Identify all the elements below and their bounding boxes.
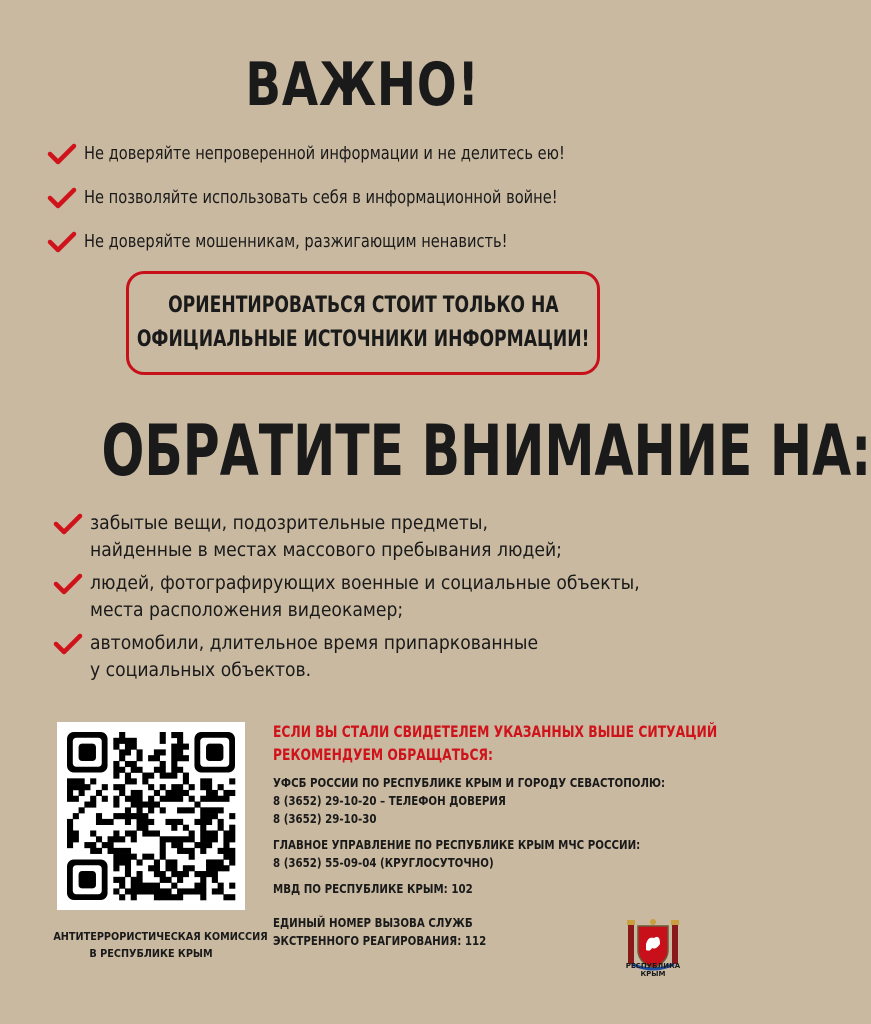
- contacts-heading: РЕКОМЕНДУЕМ ОБРАЩАТЬСЯ:: [273, 745, 493, 764]
- contacts-heading: ЕСЛИ ВЫ СТАЛИ СВИДЕТЕЛЕМ УКАЗАННЫХ ВЫШЕ СИТУАЦИЙ: [273, 722, 718, 741]
- fsb-name: УФСБ РОССИИ ПО РЕСПУБЛИКЕ КРЫМ И ГОРОДУ СЕВАСТОПОЛЮ:: [273, 775, 666, 790]
- notice-line: ОРИЕНТИРОВАТЬСЯ СТОИТ ТОЛЬКО НА: [167, 293, 559, 318]
- checkmark-icon: [48, 187, 76, 209]
- list-item: [54, 570, 704, 624]
- warning-text: Не доверяйте непроверенной информации и не делитесь ею!: [84, 144, 565, 164]
- checkmark-icon: [54, 513, 82, 535]
- checkmark-icon: [48, 231, 76, 253]
- commission-line: АНТИТЕРРОРИСТИЧЕСКАЯ КОМИССИЯ: [53, 930, 268, 943]
- checkmark-icon: [54, 573, 82, 595]
- warning-text: Не позволяйте использовать себя в информационной войне!: [84, 188, 558, 208]
- notice-line: ОФИЦИАЛЬНЫЕ ИСТОЧНИКИ ИНФОРМАЦИИ!: [136, 327, 590, 352]
- checkmark-icon: [48, 143, 76, 165]
- attention-text: у социальных объектов.: [90, 660, 312, 681]
- fsb-phone: 8 (3652) 29-10-20 – ТЕЛЕФОН ДОВЕРИЯ: [273, 793, 506, 808]
- list-item: [54, 630, 704, 684]
- attention-text: места расположения видеокамер;: [90, 600, 404, 621]
- attention-text: забытые вещи, подозрительные предметы,: [90, 513, 488, 534]
- mvd-phone: МВД ПО РЕСПУБЛИКЕ КРЫМ: 102: [273, 881, 473, 896]
- mchs-phone: 8 (3652) 55-09-04 (КРУГЛОСУТОЧНО): [273, 855, 494, 870]
- mchs-name: ГЛАВНОЕ УПРАВЛЕНИЕ ПО РЕСПУБЛИКЕ КРЫМ МЧС РОССИИ:: [273, 837, 641, 852]
- page-title: ВАЖНО!: [245, 50, 480, 120]
- qr-code[interactable]: [57, 722, 245, 910]
- warning-text: Не доверяйте мошенникам, разжигающим ненависть!: [84, 232, 508, 252]
- list-item: [48, 220, 708, 264]
- emblem-caption-line: РЕСПУБЛИКА: [625, 962, 681, 970]
- attention-list: [54, 510, 704, 690]
- attention-text: автомобили, длительное время припаркованные: [90, 633, 539, 654]
- fsb-phone: 8 (3652) 29-10-30: [273, 811, 377, 826]
- checkmark-icon: [54, 633, 82, 655]
- commission-line: В РЕСПУБЛИКЕ КРЫМ: [89, 947, 213, 960]
- emblem-caption-line: КРЫМ: [640, 970, 666, 978]
- attention-text: людей, фотографирующих военные и социальные объекты,: [90, 573, 640, 594]
- notice-box: [126, 271, 600, 375]
- warnings-list: [48, 132, 708, 264]
- emergency-line: ЕДИНЫЙ НОМЕР ВЫЗОВА СЛУЖБ: [273, 915, 473, 930]
- emergency-line: ЭКСТРЕННОГО РЕАГИРОВАНИЯ: 112: [273, 933, 487, 948]
- list-item: [48, 176, 708, 220]
- attention-title: ОБРАТИТЕ ВНИМАНИЕ НА:: [101, 410, 871, 492]
- attention-text: найденные в местах массового пребывания людей;: [90, 540, 562, 561]
- commission-label: [40, 928, 268, 962]
- list-item: [54, 510, 704, 564]
- emblem-caption: [612, 962, 694, 978]
- list-item: [48, 132, 708, 176]
